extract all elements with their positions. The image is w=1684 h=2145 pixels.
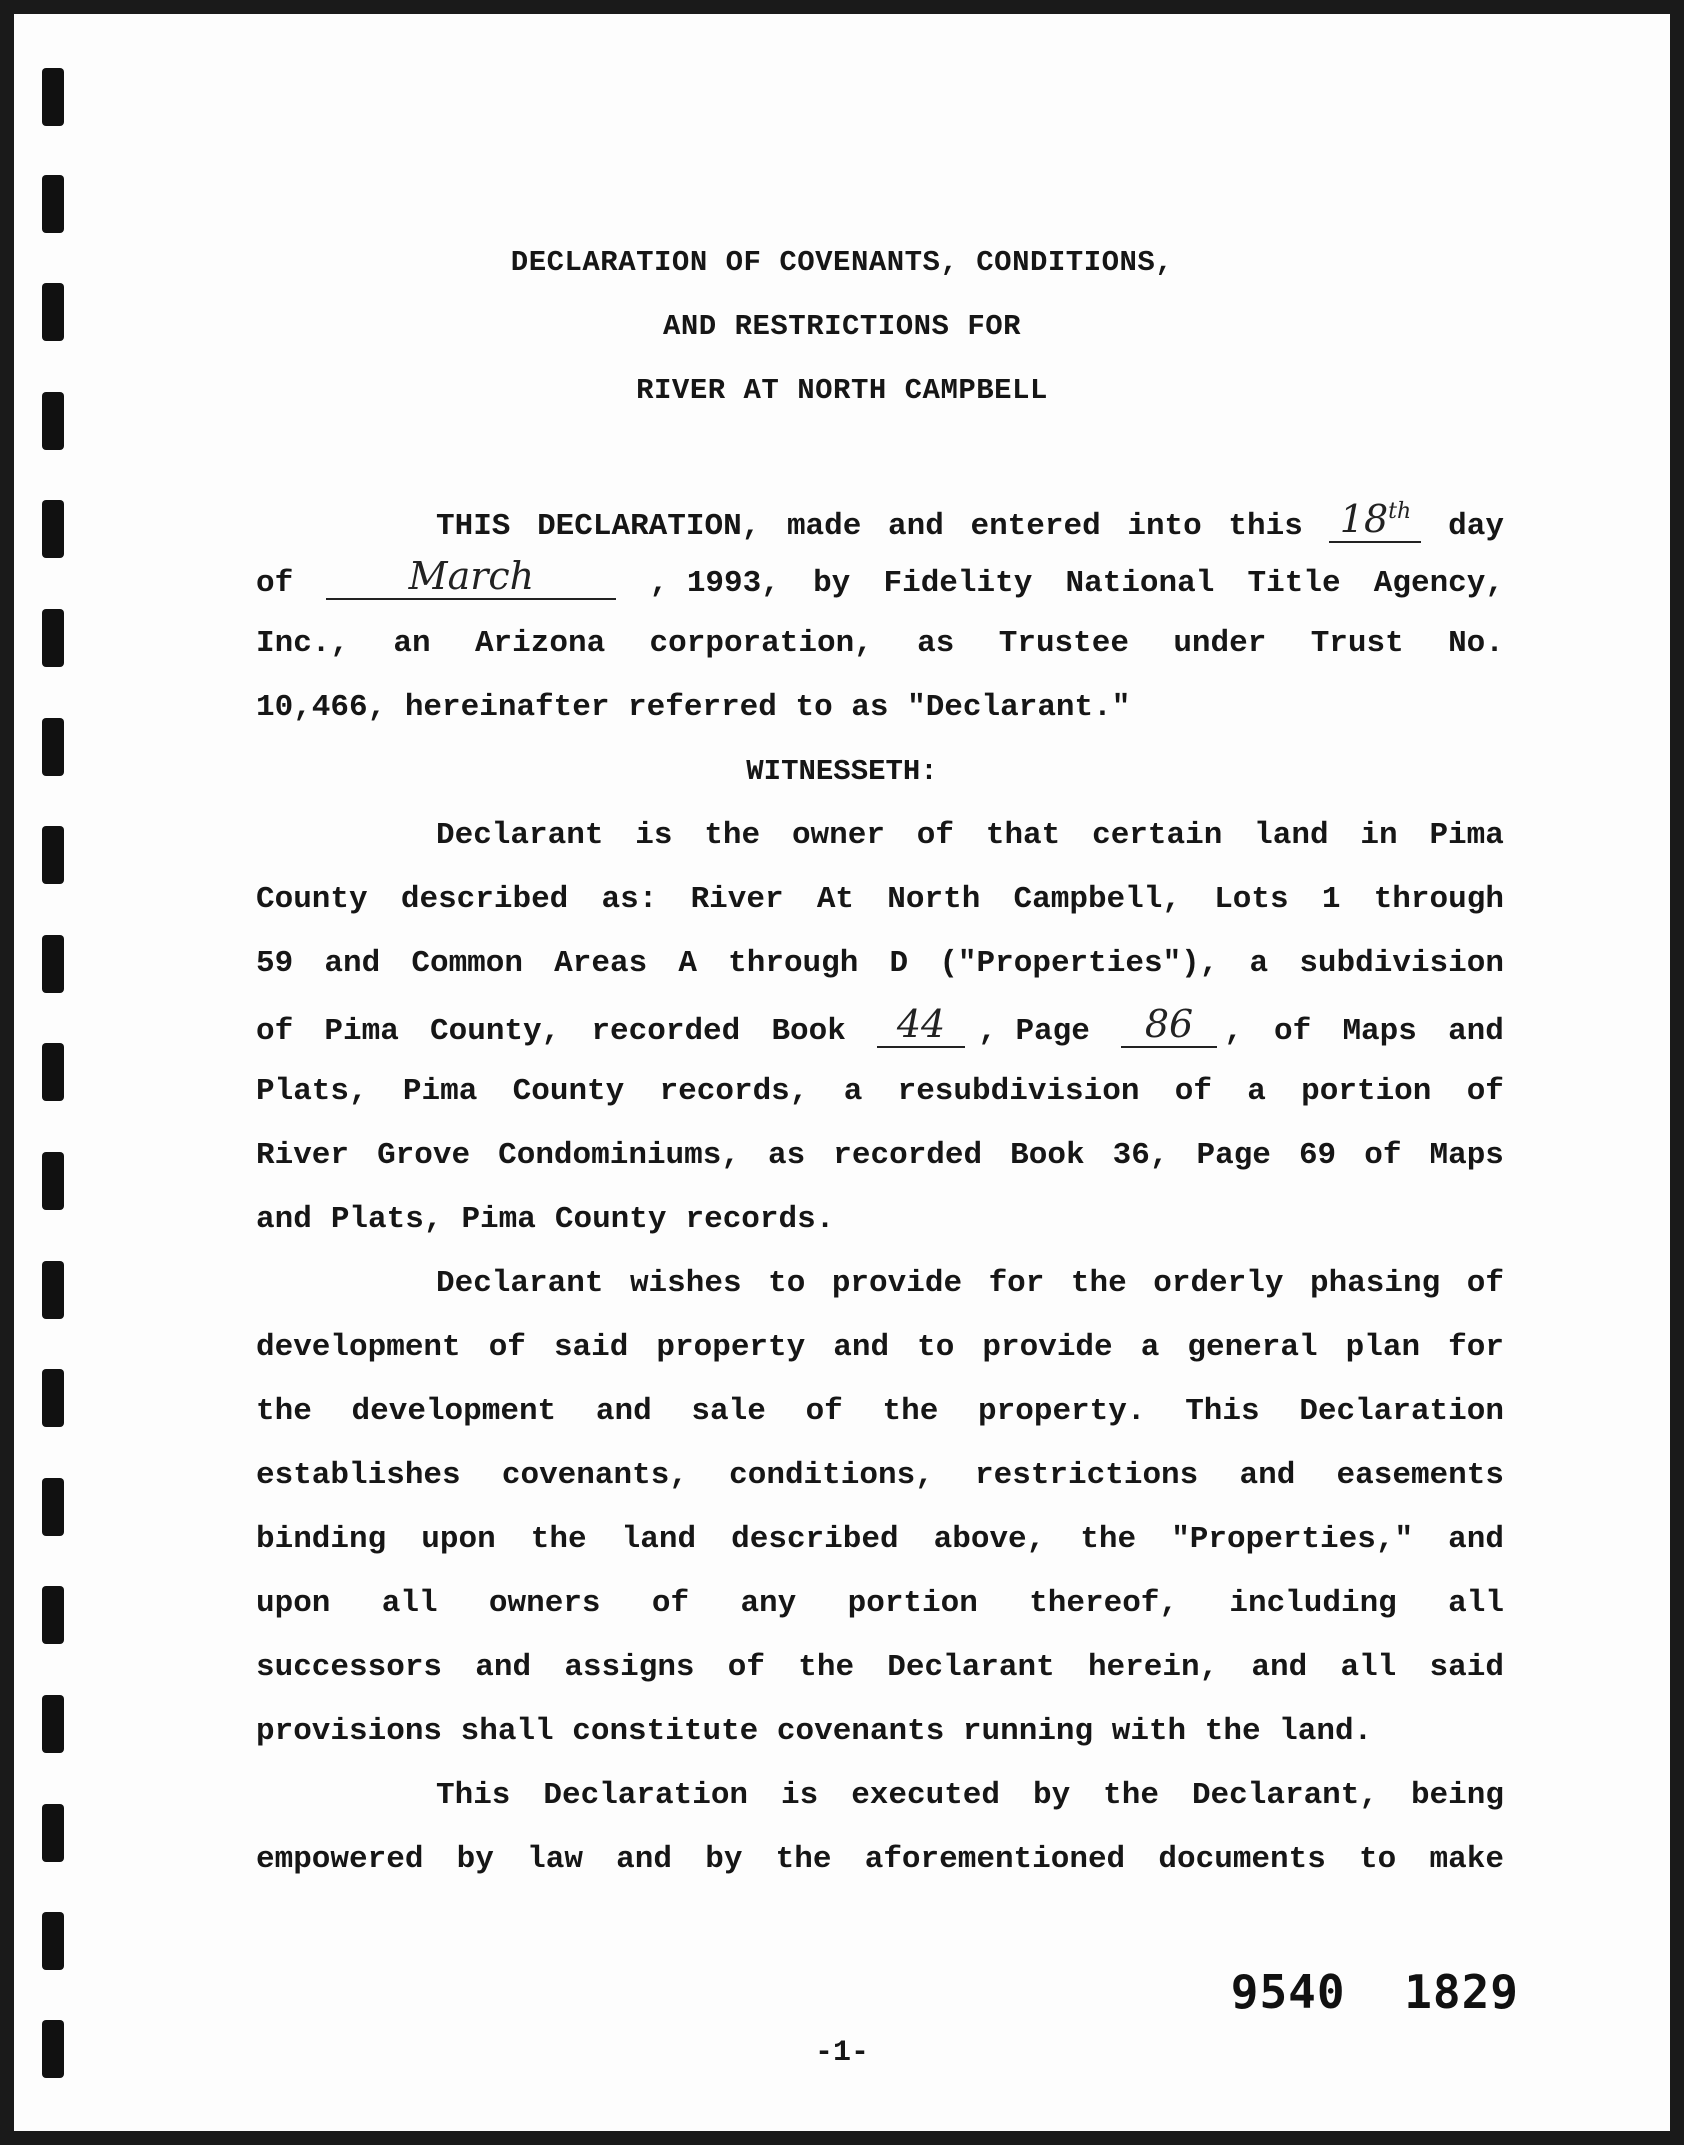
day-field: 18th: [1329, 496, 1421, 543]
intro-line-1: THIS DECLARATION, made and entered into this 18th day: [436, 497, 1504, 544]
para2-line-6: upon all owners of any portion thereof, including all: [256, 1586, 1504, 1621]
para2-line-5: binding upon the land described above, the "Properties," and: [256, 1522, 1504, 1557]
para1-line-6: River Grove Condominiums, as recorded Book 36, Page 69 of Maps: [256, 1138, 1504, 1173]
title-line-2: AND RESTRICTIONS FOR: [662, 310, 1022, 343]
intro-line-4: 10,466, hereinafter referred to as "Declarant.": [256, 690, 1131, 725]
month-field: March: [326, 560, 616, 600]
record-number: 9540 1829: [1230, 1965, 1519, 2019]
witnesseth-heading: WITNESSETH:: [746, 755, 938, 788]
para3-line-2: empowered by law and by the aforementioned documents to make: [256, 1842, 1504, 1877]
para1-line-5: Plats, Pima County records, a resubdivision of a portion of: [256, 1074, 1504, 1109]
book-field: 44: [877, 1008, 965, 1048]
para1-line-2: County described as: River At North Campbell, Lots 1 through: [256, 882, 1504, 917]
title-line-3: RIVER AT NORTH CAMPBELL: [636, 374, 1048, 407]
para2-line-7: successors and assigns of the Declarant herein, and all said: [256, 1650, 1504, 1685]
page-field: 86: [1121, 1008, 1217, 1048]
para3-line-1: This Declaration is executed by the Declarant, being: [436, 1778, 1504, 1813]
para1-line-3: 59 and Common Areas A through D ("Properties"), a subdivision: [256, 946, 1504, 981]
para2-line-8: provisions shall constitute covenants running with the land.: [256, 1714, 1373, 1749]
para1-line-4: of Pima County, recorded Book 44 , Page 86 , of Maps and: [256, 1002, 1504, 1049]
para1-line-7: and Plats, Pima County records.: [256, 1202, 835, 1237]
para2-line-4: establishes covenants, conditions, restrictions and easements: [256, 1458, 1504, 1493]
para2-line-2: development of said property and to provide a general plan for: [256, 1330, 1504, 1365]
para2-line-1: Declarant wishes to provide for the orderly phasing of: [436, 1266, 1504, 1301]
page-number: -1-: [814, 2036, 869, 2070]
para1-line-1: Declarant is the owner of that certain land in Pima: [436, 818, 1504, 853]
intro-line-3: Inc., an Arizona corporation, as Trustee under Trust No.: [256, 626, 1504, 661]
intro-line-2: of March , 1993, by Fidelity National Title Agency,: [256, 554, 1504, 601]
title-line-1: DECLARATION OF COVENANTS, CONDITIONS,: [510, 246, 1174, 279]
para2-line-3: the development and sale of the property. This Declaration: [256, 1394, 1504, 1429]
